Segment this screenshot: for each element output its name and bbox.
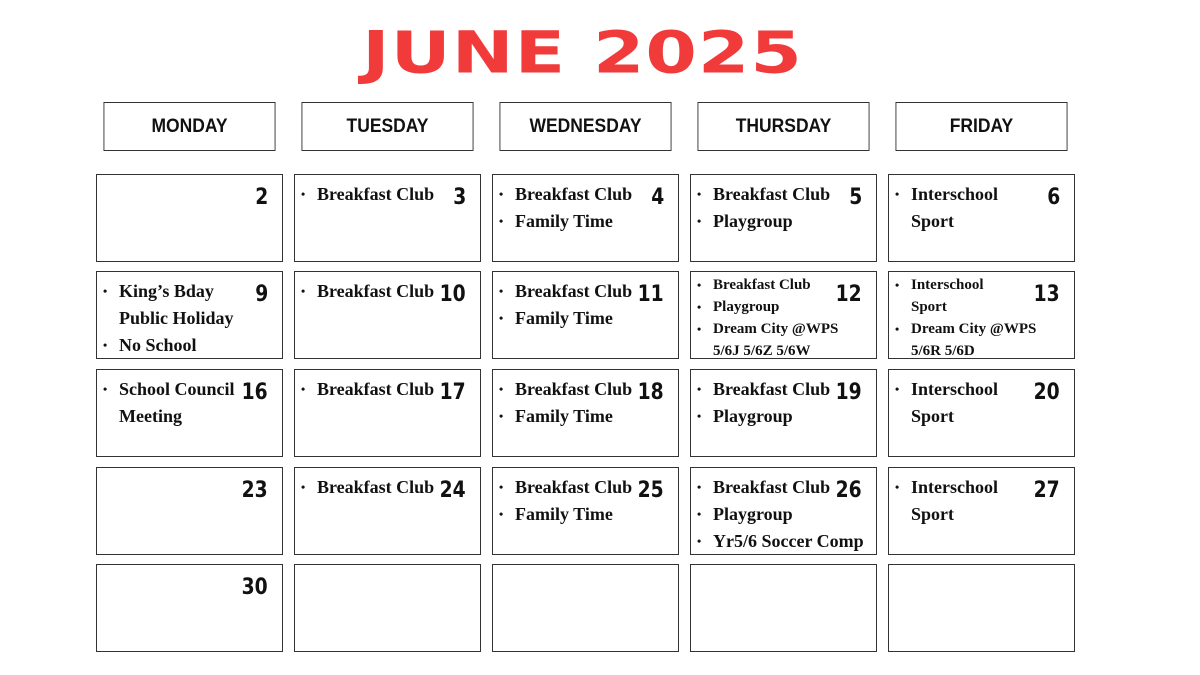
event-item <box>515 474 632 501</box>
event-list <box>493 181 632 235</box>
day-number: 10 <box>439 282 466 307</box>
event-list <box>97 376 235 430</box>
event-text: No School <box>119 335 197 355</box>
day-cell[interactable] <box>294 271 481 359</box>
day-cell[interactable] <box>492 564 679 652</box>
day-cell[interactable] <box>690 369 877 457</box>
event-list <box>295 181 434 208</box>
event-text: 5/6J 5/6Z 5/6W <box>713 343 811 359</box>
event-item <box>317 181 434 208</box>
event-item <box>119 332 234 359</box>
day-cell[interactable] <box>294 467 481 555</box>
day-number: 18 <box>637 380 664 405</box>
event-item <box>713 318 838 362</box>
day-cell[interactable] <box>888 564 1075 652</box>
event-text: Dream City @WPS <box>911 321 1037 337</box>
day-number: 23 <box>241 478 268 503</box>
event-text: Interschool <box>911 379 998 399</box>
event-text: Playgroup <box>713 211 793 231</box>
event-list <box>295 278 434 305</box>
event-text: King’s Bday <box>119 281 214 301</box>
event-list <box>295 376 434 403</box>
event-item <box>713 474 864 501</box>
day-number: 13 <box>1033 282 1060 307</box>
day-number: 17 <box>439 380 466 405</box>
day-cell[interactable] <box>888 174 1075 262</box>
event-item <box>317 278 434 305</box>
day-cell[interactable] <box>888 369 1075 457</box>
event-text: School Council <box>119 379 235 399</box>
event-text: Breakfast Club <box>713 379 831 399</box>
event-text: Sport <box>911 504 955 524</box>
day-cell[interactable] <box>492 271 679 359</box>
day-number: 19 <box>835 380 862 405</box>
event-text: Yr5/6 Soccer Comp <box>713 531 864 551</box>
event-item <box>911 474 998 528</box>
event-text: Sport <box>911 299 947 315</box>
event-item <box>713 528 864 555</box>
event-item <box>515 208 632 235</box>
day-cell[interactable] <box>96 467 283 555</box>
event-text: Breakfast Club <box>713 184 831 204</box>
day-header-thursday: THURSDAY <box>697 102 869 151</box>
day-number: 16 <box>241 380 268 405</box>
event-item <box>515 403 632 430</box>
event-item <box>713 181 830 208</box>
day-header-wednesday: WEDNESDAY <box>499 102 671 151</box>
day-number: 20 <box>1033 380 1060 405</box>
day-number: 24 <box>439 478 466 503</box>
day-cell[interactable] <box>888 467 1075 555</box>
day-number: 4 <box>650 185 664 210</box>
event-text: Sport <box>911 406 955 426</box>
event-list <box>691 474 864 555</box>
event-item <box>713 296 838 318</box>
event-item <box>713 403 830 430</box>
event-text: Breakfast Club <box>713 477 831 497</box>
event-text: Meeting <box>119 406 182 426</box>
day-cell[interactable] <box>492 174 679 262</box>
event-text: Breakfast Club <box>317 184 435 204</box>
day-cell[interactable] <box>96 174 283 262</box>
day-header-friday: FRIDAY <box>895 102 1067 151</box>
day-number: 3 <box>452 185 466 210</box>
event-item <box>119 376 235 430</box>
event-item <box>911 376 998 430</box>
event-list <box>691 376 830 430</box>
day-cell[interactable] <box>96 369 283 457</box>
event-text: Breakfast Club <box>317 477 435 497</box>
event-text: Breakfast Club <box>317 281 435 301</box>
event-text: Family Time <box>515 406 613 426</box>
day-number: 2 <box>254 185 268 210</box>
day-number: 27 <box>1033 478 1060 503</box>
day-number: 6 <box>1046 185 1060 210</box>
event-item <box>713 501 864 528</box>
event-text: Breakfast Club <box>515 281 633 301</box>
day-cell[interactable] <box>492 369 679 457</box>
event-list <box>889 474 998 528</box>
event-list <box>97 278 234 359</box>
day-header-monday: MONDAY <box>103 102 275 151</box>
event-item <box>515 278 632 305</box>
event-text: Dream City @WPS <box>713 321 839 337</box>
day-number: 12 <box>835 282 862 307</box>
event-list <box>493 376 632 430</box>
event-text: Playgroup <box>713 504 793 524</box>
event-list <box>889 376 998 430</box>
event-item <box>515 501 632 528</box>
event-text: Playgroup <box>713 299 780 315</box>
event-list <box>889 181 998 235</box>
event-list <box>493 278 632 332</box>
day-number: 30 <box>241 575 268 600</box>
event-text: Interschool <box>911 477 998 497</box>
day-number: 11 <box>637 282 664 307</box>
day-header-tuesday: TUESDAY <box>301 102 473 151</box>
event-item <box>713 376 830 403</box>
day-cell[interactable] <box>690 174 877 262</box>
day-number: 5 <box>848 185 862 210</box>
event-list <box>691 181 830 235</box>
event-text: Sport <box>911 211 955 231</box>
event-text: Breakfast Club <box>713 277 811 293</box>
event-item <box>911 318 1036 362</box>
event-item <box>515 376 632 403</box>
event-item <box>911 274 1036 318</box>
day-number: 9 <box>254 282 268 307</box>
day-cell[interactable] <box>690 467 877 555</box>
event-item <box>317 376 434 403</box>
event-text: Public Holiday <box>119 308 234 328</box>
event-item <box>713 274 838 296</box>
event-item <box>317 474 434 501</box>
event-list <box>493 474 632 528</box>
event-item <box>911 181 998 235</box>
event-list <box>295 474 434 501</box>
day-cell[interactable] <box>96 271 283 359</box>
day-number: 26 <box>835 478 862 503</box>
event-text: Breakfast Club <box>515 477 633 497</box>
page-title: JUNE 2025 <box>362 19 803 87</box>
event-list <box>889 274 1036 362</box>
event-item <box>713 208 830 235</box>
day-cell[interactable] <box>294 369 481 457</box>
event-text: Family Time <box>515 308 613 328</box>
event-list <box>691 274 838 362</box>
day-cell[interactable] <box>690 271 877 359</box>
event-text: Breakfast Club <box>515 184 633 204</box>
day-cell[interactable] <box>96 564 283 652</box>
event-text: Playgroup <box>713 406 793 426</box>
day-cell[interactable] <box>294 174 481 262</box>
event-text: Breakfast Club <box>317 379 435 399</box>
day-number: 25 <box>637 478 664 503</box>
day-cell[interactable] <box>294 564 481 652</box>
day-cell[interactable] <box>888 271 1075 359</box>
event-item <box>119 278 234 332</box>
event-item <box>515 305 632 332</box>
event-text: Interschool <box>911 184 998 204</box>
event-text: Interschool <box>911 277 984 293</box>
event-text: Family Time <box>515 504 613 524</box>
event-item <box>515 181 632 208</box>
day-cell[interactable] <box>690 564 877 652</box>
event-text: Family Time <box>515 211 613 231</box>
event-text: 5/6R 5/6D <box>911 343 975 359</box>
event-text: Breakfast Club <box>515 379 633 399</box>
day-cell[interactable] <box>492 467 679 555</box>
